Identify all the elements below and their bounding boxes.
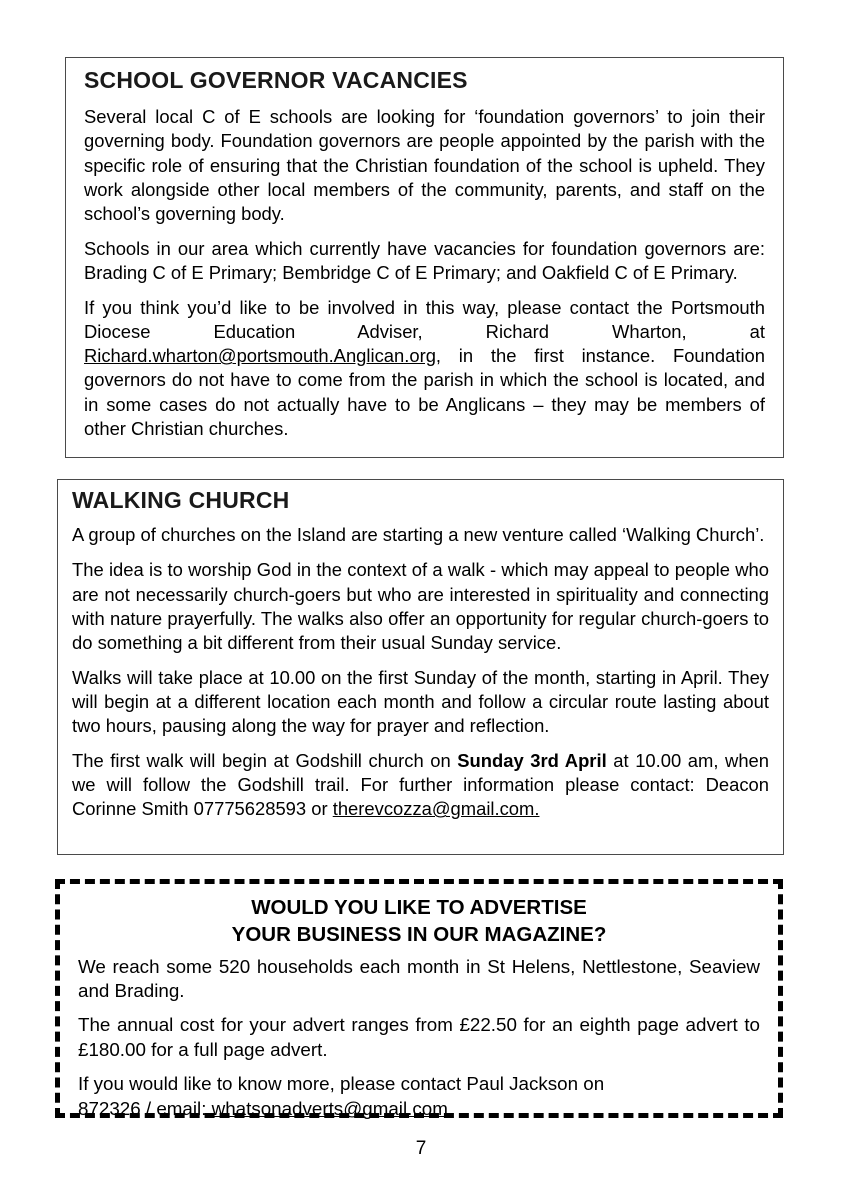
walking-church-paragraph-2: The idea is to worship God in the context of a walk - which may appeal to people who are not necessarily church-goers but who are interested in spirituality and connecting with nature prayerfully. The walks also offer an opportunity for regular church-goers to do something a bit different from their usual Sunday service. xyxy=(72,559,769,653)
contact-text-after-email: , in the first instance. Foundation governors do not have to come from the parish in which the school is located, and in some cases do not actually have to be Anglicans – they may be members of other Christian churches. xyxy=(84,345,765,439)
advert-heading-line-2: YOUR BUSINESS IN OUR MAGAZINE? xyxy=(231,923,607,947)
walking-church-final-paragraph xyxy=(72,749,769,821)
advert-heading xyxy=(78,894,760,949)
final-text-before-date: The first walk will begin at Godshill church on xyxy=(72,750,458,772)
advert-contact-text xyxy=(78,1072,760,1121)
walk-date: Sunday 3rd April xyxy=(457,750,607,772)
walking-church-box xyxy=(57,479,784,855)
school-governor-title: SCHOOL GOVERNOR VACANCIES xyxy=(84,67,468,93)
corinne-smith-email-link[interactable]: therevcozza@gmail.com. xyxy=(332,798,540,820)
school-governor-paragraph-1: Several local C of E schools are looking for ‘foundation governors’ to join their governing body. Foundation governors are people appointed by the parish with the specific role of ensuring that the Christian foundation of the school is upheld. They work alongside other local members of the community, parents, and staff on the school’s governing body. xyxy=(84,106,765,224)
advert-cost-text: The annual cost for your advert ranges from £22.50 for an eighth page advert to £180.00 for a full page advert. xyxy=(78,1014,760,1060)
advertise-box xyxy=(55,879,783,1118)
contact-text-before-email: If you think you’d like to be involved in this way, please contact the Portsmouth Diocese Education Adviser, Richard Wharton, at xyxy=(84,297,765,343)
walking-church-paragraph-3: Walks will take place at 10.00 on the first Sunday of the month, starting in April. They will begin at a different location each month and follow a circular route lasting about two hours, pausing along the way for prayer and reflection. xyxy=(72,666,769,737)
advert-heading-line-1: WOULD YOU LIKE TO ADVERTISE xyxy=(251,896,587,919)
school-governor-paragraph-2: Schools in our area which currently have vacancies for foundation governors are: Brading C of E Primary; Bembridge C of E Primary; and Oakfield C of E Primary. xyxy=(84,237,765,283)
advert-reach-text: We reach some 520 households each month in St Helens, Nettlestone, Seaview and Brading. xyxy=(78,955,760,1001)
advert-contact-line-1: If you would like to know more, please contact Paul Jackson on xyxy=(78,1073,605,1095)
page-number: 7 xyxy=(415,1138,427,1159)
walking-church-paragraph-1: A group of churches on the Island are starting a new venture called ‘Walking Church’. xyxy=(72,524,765,546)
school-governor-contact-paragraph xyxy=(84,296,765,441)
final-text-after-date: at 10.00 am, when we will follow the Godshill trail. For further information please contact: Deacon Corinne Smith 07775628593 or xyxy=(72,750,769,820)
advert-contact-line-2-prefix: 872326 / email: xyxy=(78,1097,212,1119)
whatsonadverts-email-link[interactable]: whatsonadverts@gmail.com xyxy=(211,1097,448,1119)
richard-wharton-email-link[interactable]: Richard.wharton@portsmouth.Anglican.org xyxy=(84,345,436,367)
school-governor-vacancies-box xyxy=(65,57,784,458)
walking-church-title: WALKING CHURCH xyxy=(72,487,290,513)
